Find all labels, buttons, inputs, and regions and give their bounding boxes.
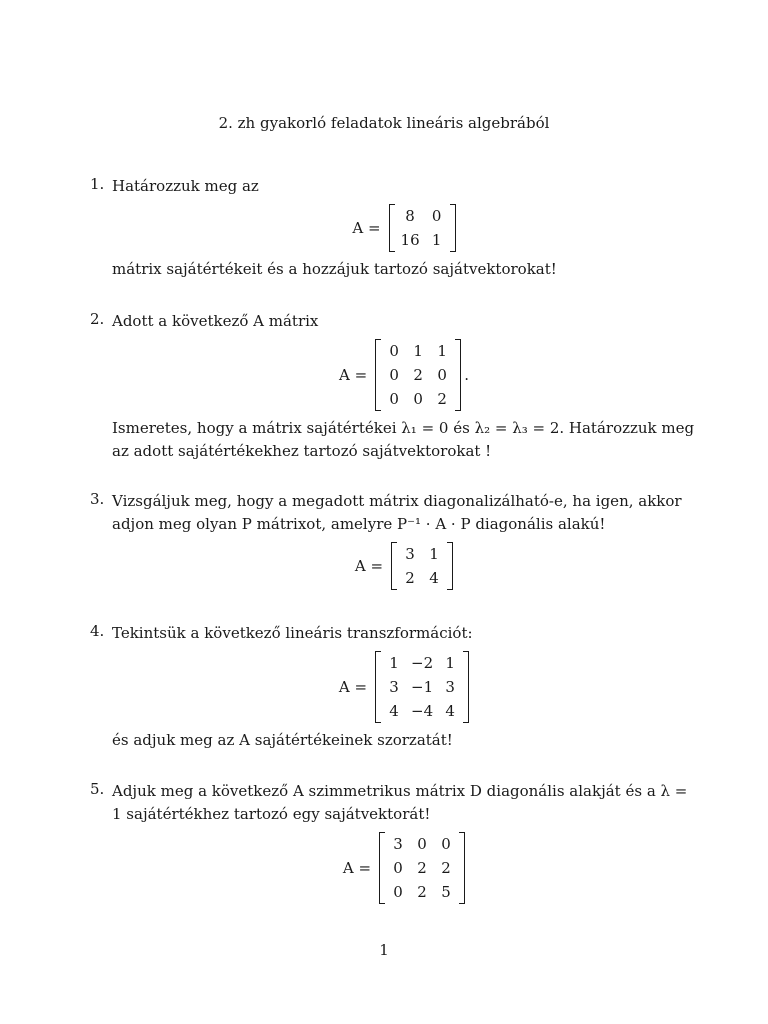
problem-3 [90, 490, 696, 596]
matrix-cell: 1 [413, 342, 423, 360]
matrix-cell: 0 [393, 859, 403, 877]
page-number: 1 [379, 941, 389, 959]
matrix-cell: 3 [405, 545, 415, 563]
matrix-cell: 2 [441, 859, 451, 877]
problem-1 [90, 175, 696, 281]
matrix-cell: 2 [405, 569, 415, 587]
matrix-cell: 4 [445, 702, 455, 720]
matrix-cell: 3 [445, 678, 455, 696]
problem-intro: Adott a következő A mátrix [112, 312, 319, 330]
matrix-cell: 2 [417, 859, 427, 877]
matrix-cell: 0 [413, 390, 423, 408]
matrix [375, 339, 461, 411]
problem-5 [90, 780, 696, 910]
problem-intro: Adjuk meg a következő A szimmetrikus mátrix D diagonális alakját és a λ = 1 sajátértékhez tartozó egy sajátvektorát! [112, 782, 688, 823]
matrix [389, 204, 456, 252]
matrix-cell: 2 [417, 883, 427, 901]
matrix-equation [112, 651, 696, 723]
problem-intro: Határozzuk meg az [112, 177, 259, 195]
problem-number: 2. [90, 310, 105, 328]
matrix [391, 542, 453, 590]
matrix-cell: 0 [431, 207, 442, 225]
right-bracket [455, 339, 461, 411]
right-bracket [459, 832, 465, 904]
matrix-cell: 2 [437, 390, 447, 408]
matrix-cell: 2 [413, 366, 423, 384]
problem-intro: Tekintsük a következő lineáris transzformációt: [112, 624, 473, 642]
problem-number: 5. [90, 780, 105, 798]
matrix-cell: 4 [429, 569, 439, 587]
matrix-entries [381, 651, 463, 723]
matrix-entries [381, 339, 455, 411]
matrix-equation [112, 832, 696, 904]
matrix-cell: 4 [389, 702, 399, 720]
matrix-cell: 0 [393, 883, 403, 901]
matrix [375, 651, 469, 723]
matrix-cell: 0 [437, 366, 447, 384]
matrix-entries [385, 832, 459, 904]
problem-after: mátrix sajátértékeit és a hozzájuk tartozó sajátvektorokat! [112, 260, 557, 278]
matrix-equation [112, 204, 696, 252]
right-bracket [463, 651, 469, 723]
document-title: 2. zh gyakorló feladatok lineáris algebrából [218, 114, 550, 132]
equation-lhs: A = [338, 678, 368, 696]
right-bracket [447, 542, 453, 590]
matrix-cell: 8 [405, 207, 415, 225]
equation-lhs: A = [339, 366, 368, 384]
matrix-cell: 0 [389, 342, 399, 360]
problem-number: 3. [90, 490, 105, 508]
equation-lhs: A = [354, 557, 384, 575]
problem-after: Ismeretes, hogy a mátrix sajátértékei λ₁ = 0 és λ₂ = λ₃ = 2. Határozzuk meg az adott sajátértékekhez tartozó sajátvektorokat ! [112, 419, 695, 460]
matrix-cell: 1 [431, 231, 442, 249]
matrix [379, 832, 465, 904]
matrix-equation [112, 339, 696, 411]
matrix-cell: 1 [389, 654, 399, 672]
matrix-entries [395, 204, 450, 252]
problem-number: 4. [90, 622, 105, 640]
matrix-cell: 0 [417, 835, 427, 853]
problem-4 [90, 622, 696, 752]
matrix-cell: 16 [400, 231, 420, 249]
matrix-cell: 1 [437, 342, 447, 360]
equation-trail: . [464, 366, 469, 384]
matrix-cell: 3 [393, 835, 403, 853]
matrix-equation [112, 542, 696, 590]
matrix-cell: −2 [411, 654, 434, 672]
right-bracket [450, 204, 456, 252]
matrix-cell: −4 [411, 702, 434, 720]
matrix-cell: 0 [441, 835, 451, 853]
problem-2 [90, 310, 696, 463]
equation-lhs: A = [352, 219, 381, 237]
matrix-cell: 3 [389, 678, 399, 696]
matrix-cell: 0 [389, 390, 399, 408]
problem-intro: Vizsgáljuk meg, hogy a megadott mátrix diagonalizálható-e, ha igen, akkor adjon meg olyan P mátrixot, amelyre P⁻¹ · A · P diagonális alakú! [112, 492, 682, 533]
equation-lhs: A = [342, 859, 372, 877]
problem-after: és adjuk meg az A sajátértékeinek szorzatát! [112, 731, 453, 749]
matrix-cell: −1 [411, 678, 434, 696]
problem-number: 1. [90, 175, 105, 193]
matrix-entries [397, 542, 447, 590]
matrix-cell: 0 [389, 366, 399, 384]
matrix-cell: 1 [429, 545, 439, 563]
matrix-cell: 5 [441, 883, 451, 901]
matrix-cell: 1 [445, 654, 455, 672]
